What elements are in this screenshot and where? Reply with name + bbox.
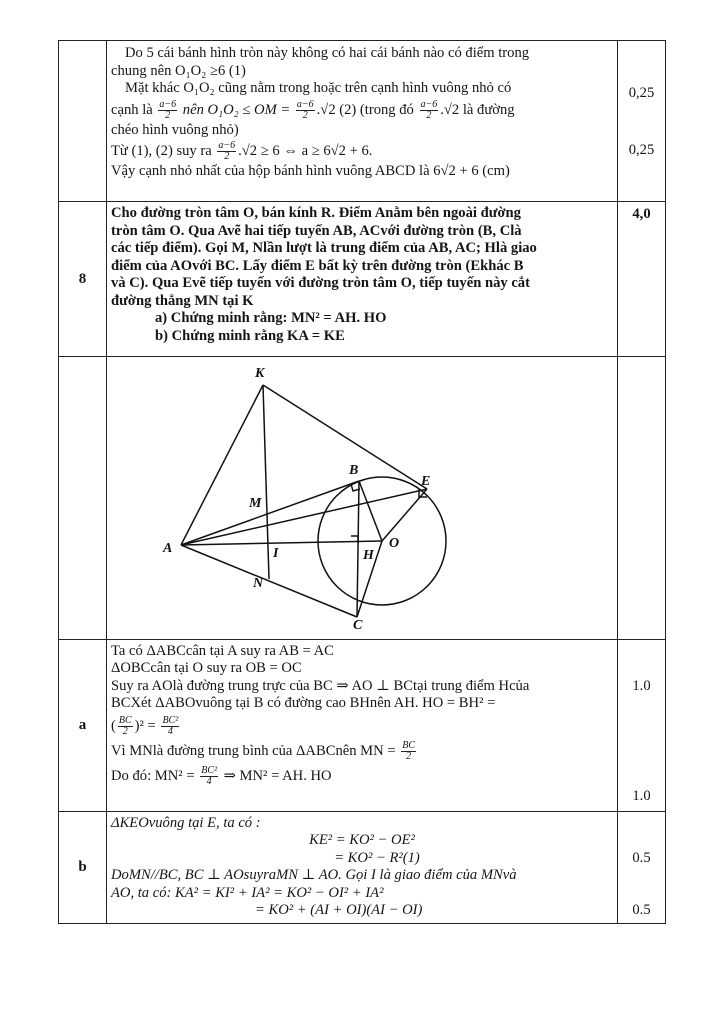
label-o: O	[389, 536, 400, 551]
text-line: b) Chứng minh rằng KA = KE	[155, 327, 345, 344]
line-b-c	[357, 481, 359, 617]
fraction: $\frac{\text{BC²}}{4}$	[162, 714, 179, 737]
line-k-a	[181, 385, 263, 545]
text-fragment: (	[111, 717, 116, 734]
answer-table	[58, 40, 666, 924]
text-line	[111, 139, 613, 163]
label-e: E	[421, 474, 431, 489]
text-fragment: ⇒ MN² = AH. HO	[223, 767, 332, 784]
text-line: ΔKEOvuông tại E, ta có :	[111, 814, 261, 831]
text-line	[111, 713, 613, 739]
label-b: B	[349, 463, 359, 478]
text-fragment: cạnh là	[111, 101, 153, 118]
score-value: 1.0	[632, 787, 651, 804]
text-line: Do 5 cái bánh hình tròn này không có hai cái bánh nào có điểm trong	[125, 45, 530, 61]
part-b-label: b	[59, 811, 107, 923]
text-fragment: Từ (1), (2) suy ra	[111, 143, 212, 159]
score-value: 0,25	[628, 85, 655, 101]
text-line: và C). Qua Evẽ tiếp tuyến với đường tròn tâm O, tiếp tuyến này cắt	[111, 275, 530, 291]
text-line: KE² = KO² − OE²	[309, 832, 415, 848]
part-a-score-cell	[618, 639, 666, 811]
text-fragment: .√2 ≥ 6 ⇔ a ≥ 6√2 + 6.	[238, 143, 373, 159]
text-line: các tiếp điểm). Gọi M, Nlần lượt là trung điểm của AB, AC; Hlà giao	[111, 240, 537, 256]
fraction: $\frac{a-6}{2}$	[420, 98, 438, 121]
text-fragment: Vì MNlà đường trung bình của ΔABCnên MN =	[111, 742, 396, 759]
text-fragment: .√2 là đường	[440, 101, 515, 118]
figure-cell	[107, 357, 618, 640]
line-a-b	[181, 481, 359, 545]
line-b-o	[359, 481, 382, 541]
label-a: A	[163, 541, 173, 556]
problem-number: 8	[59, 202, 107, 357]
text-line: BCXét ΔABOvuông tại B có đường cao BHnên AH. HO = BH² =	[111, 695, 496, 711]
row-part-a	[59, 639, 666, 811]
text-line: a) Chứng minh rằng: MN² = AH. HO	[155, 310, 387, 326]
label-c: C	[353, 618, 363, 633]
score-value: 0,25	[628, 142, 655, 158]
fraction: $\frac{a-6}{2}$	[296, 98, 314, 121]
fraction: $\frac{a-6}{2}$	[218, 140, 236, 163]
figure-score-cell	[618, 357, 666, 640]
line-k-e	[263, 385, 427, 489]
text-fragment: .√2 (2) (trong đó	[316, 101, 414, 118]
fraction: $\frac{a-6}{2}$	[159, 98, 177, 121]
part-a-solution	[107, 639, 618, 811]
text-line: tròn tâm O. Qua Avẽ hai tiếp tuyến AB, ACvới đường tròn (B, Clà	[111, 222, 522, 239]
text-line: chung nên O₁O₂ ≥6 (1)	[111, 62, 246, 79]
text-line: Suy ra AOlà đường trung trực của BC ⇒ AO ⊥ BCtại trung điểm Hcủa	[111, 677, 530, 694]
text-line: ΔOBCcân tại O suy ra OB = OC	[111, 660, 302, 676]
fraction: $\frac{BC}{2}$	[118, 714, 132, 737]
label-i: I	[273, 546, 279, 561]
line-a-o	[181, 541, 382, 545]
score-value: 4,0	[632, 206, 651, 222]
text-line: đường thẳng MN tại K	[111, 292, 254, 309]
row-prev-score-cell	[618, 41, 666, 202]
text-line: AO, ta có: KA² = KI² + IA² = KO² − OI² + IA²	[111, 884, 384, 901]
row-part-b	[59, 811, 666, 923]
row-prev-number-cell	[59, 41, 107, 202]
problem-8-statement	[107, 202, 618, 357]
text-line	[111, 763, 613, 789]
text-fragment: Do đó: MN² =	[111, 767, 195, 784]
label-k: K	[255, 366, 265, 381]
text-line: chéo hình vuông nhỏ)	[111, 121, 239, 138]
figure-number-cell	[59, 357, 107, 640]
row-figure	[59, 357, 666, 640]
part-a-label: a	[59, 639, 107, 811]
text-line: Cho đường tròn tâm O, bán kính R. Điểm Anằm bên ngoài đường	[111, 205, 521, 221]
fraction: $\frac{\text{BC²}}{4}$	[201, 764, 217, 787]
text-line	[111, 739, 613, 763]
text-line: Vậy cạnh nhỏ nhất của hộp bánh hình vuông ABCD là 6√2 + 6 (cm)	[111, 163, 510, 179]
score-value: 0.5	[632, 901, 651, 918]
label-h: H	[363, 548, 374, 563]
row-problem-8	[59, 202, 666, 357]
label-n: N	[253, 576, 264, 591]
text-line: = KO² − R²(1)	[334, 849, 420, 866]
text-fragment: )² =	[134, 717, 156, 734]
text-line: điểm của AOvới BC. Lấy điểm E bất kỳ trên đường tròn (Ekhác B	[111, 257, 524, 274]
row-prev-solution	[59, 41, 666, 202]
text-line: DoMN//BC, BC ⊥ AOsuyraMN ⊥ AO. Gọi I là giao điểm của MNvà	[111, 867, 517, 883]
score-value: 1.0	[632, 677, 651, 694]
row-prev-content-cell	[107, 41, 618, 202]
text-line: = KO² + (AI + OI)(AI − OI)	[255, 902, 423, 918]
problem-8-score-cell	[618, 202, 666, 357]
part-b-score-cell	[618, 811, 666, 923]
text-fragment: nên O₁O₂ ≤ OM =	[182, 101, 291, 118]
label-m: M	[249, 496, 262, 511]
text-line: Mặt khác O₁O₂ cũng nằm trong hoặc trên cạnh hình vuông nhỏ có	[125, 80, 512, 96]
text-line	[111, 98, 613, 122]
part-b-solution	[107, 811, 618, 923]
line-k-n	[263, 385, 269, 579]
geometry-figure	[107, 357, 617, 633]
score-value: 0.5	[632, 849, 651, 866]
fraction: $\frac{BC}{2}$	[402, 739, 415, 762]
text-line: Ta có ΔABCcân tại A suy ra AB = AC	[111, 642, 334, 659]
